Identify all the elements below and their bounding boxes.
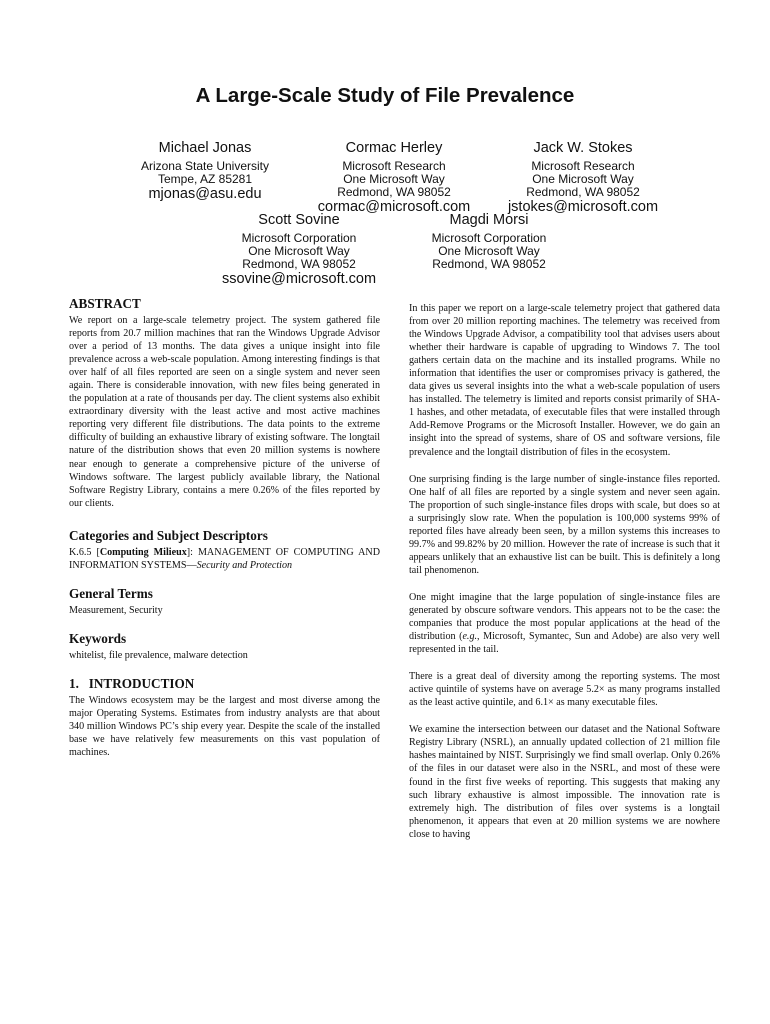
paper-title: A Large-Scale Study of File Prevalence [195, 84, 575, 107]
author-affiliation: Microsoft Research [342, 159, 446, 173]
paragraph: In this paper we report on a large-scale telemetry project that gathered data from over 20 million reporting machines. The telemetry was received from the Windows Upgrade Advisor, a compatibility tool that advises users about whether their hardware is capable of upgrading to Windows 7. The tool gathers certain data on the machine and its installed programs. While no information that identifies the user or compromises privacy is gathered, the data gives us several insights into the what a web-scale population of users has installed. The telemetry is limited and reports consist primarily of SHA-1 hashes, and other metadata, of executable files that were installed through Add-Remove Programs or the Microsoft Installer. However, we do gain an insight into the spread of systems, share of OS and software versions, file prevalence and the longtail distribution of files in the ecosystem. [409, 303, 720, 458]
paragraph: One surprising finding is the large number of single-instance files reported. One half of all files are reported by a single system and never seen again. The proportion of such single-instance files drops with scale, but does so at a surprisingly slow rate. When the population is 100,000 systems 99% of reported files have already been seen, by a millon systems this increases to 99.7% and 99.82% by 20 million. However the rate of increase is such that it appears unlikely that an exhaustive list can be built. This is definitely a long tail phenomenon. [409, 473, 720, 576]
author-address: Redmond, WA 98052 [432, 257, 546, 271]
author-name: Scott Sovine [258, 212, 340, 228]
right-column [409, 302, 720, 841]
author-block [473, 139, 693, 215]
author-affiliation: Microsoft Corporation [431, 231, 547, 245]
author-address: One Microsoft Way [532, 172, 634, 186]
author-block [95, 139, 315, 202]
author-affiliation: Microsoft Research [531, 159, 635, 173]
author-name: Cormac Herley [345, 140, 443, 156]
author-name: Michael Jonas [158, 140, 252, 156]
author-name: Jack W. Stokes [533, 140, 633, 156]
introduction-heading: 1. INTRODUCTION [69, 675, 195, 691]
introduction-text: The Windows ecosystem may be the largest and most diverse among the major Operating Systems. Estimates from industry analysts are that about 340 million Windows PC’s ship every year. Despite the scale of the installed base we have relatively few measurements on this vast population of machines. [69, 694, 380, 759]
author-address: One Microsoft Way [343, 172, 445, 186]
abstract-text: We report on a large-scale telemetry project. The system gathered file reports from 20.7 million machines that ran the Windows Upgrade Advisor over a period of 13 months. The data gives a unique insight into file prevalence across a web-scale population. Among interesting findings is that over half of all files reported are seen on a single system and never seen again. There is considerable innovation, with new files being generated in the population at a rate of thousands per day. The client systems also exhibit extraordinary diversity with the least active and most active machines reporting very different file distributions. The data points to the extreme difficulty of building an exhaustive library of existing software. The longtail nature of the distribution shows that even 20 million systems is nowhere near enough to generate a comprehensive picture of the universe of Windows software. The largest publicly available library, the National Software Registry Library, contains a mere 0.26% of the files reported by our clients. [69, 315, 380, 509]
abstract-heading: ABSTRACT [69, 296, 141, 311]
paragraph: There is a great deal of diversity among the reporting systems. The most active quintile of systems have on average 5.2× as many programs installed as the least active quintile, and 6.1× as many executable files. [409, 671, 720, 709]
keywords-heading: Keywords [69, 630, 127, 646]
author-address: Tempe, AZ 85281 [157, 172, 253, 186]
general-terms-text: Measurement, Security [69, 604, 163, 616]
author-affiliation: Microsoft Corporation [241, 231, 357, 245]
categories-bold: Computing Milieux [99, 546, 187, 558]
author-block [189, 211, 409, 287]
categories-heading: Categories and Subject Descriptors [69, 527, 268, 543]
paragraph: We examine the intersection between our dataset and the National Software Registry Library (NSRL), an annually updated collection of 21 million file hashes maintained by NIST. Surprisingly we find small overlap. Only 0.26% of the files in our dataset were also in the NSRL, and most of these were found in the first five weeks of reporting. This suggests that making any such library exhaustive is almost impossible. The innovation rate is extremely high. The distribution of files over systems is a longtail phenomenon, it appears that even at 20 million systems we are nowhere close to having [409, 724, 720, 840]
author-affiliation: Arizona State University [140, 159, 270, 173]
eg-italic: e.g. [462, 631, 478, 643]
author-email: cormac@microsoft.com [317, 199, 471, 215]
author-address: Redmond, WA 98052 [526, 185, 640, 199]
author-address: One Microsoft Way [248, 244, 350, 258]
general-terms-heading: General Terms [69, 585, 153, 601]
categories-text: K.6.5 [Computing Milieux]: MANAGEMENT OF COMPUTING AND INFORMATION SYSTEMS—Security and Protection [69, 546, 380, 571]
author-block [284, 139, 504, 215]
author-email: ssovine@microsoft.com [221, 271, 377, 287]
paragraph: One might imagine that the large population of single-instance files are generated by obscure software vendors. This appears not to be the case: the companies that produce the most popular applications at the head of the distribution (e.g., Microsoft, Symantec, Sun and Adobe) are also very well represented in the tail. [409, 591, 720, 656]
author-address: Redmond, WA 98052 [242, 257, 356, 271]
author-address: Redmond, WA 98052 [337, 185, 451, 199]
author-email: jstokes@microsoft.com [507, 199, 659, 215]
left-column [69, 296, 380, 759]
author-block [379, 211, 599, 271]
author-name: Magdi Morsi [449, 212, 529, 228]
author-address: One Microsoft Way [438, 244, 540, 258]
author-email: mjonas@asu.edu [148, 186, 262, 202]
keywords-text: whitelist, file prevalence, malware detection [69, 649, 248, 661]
categories-italic: Security and Protection [196, 559, 293, 571]
